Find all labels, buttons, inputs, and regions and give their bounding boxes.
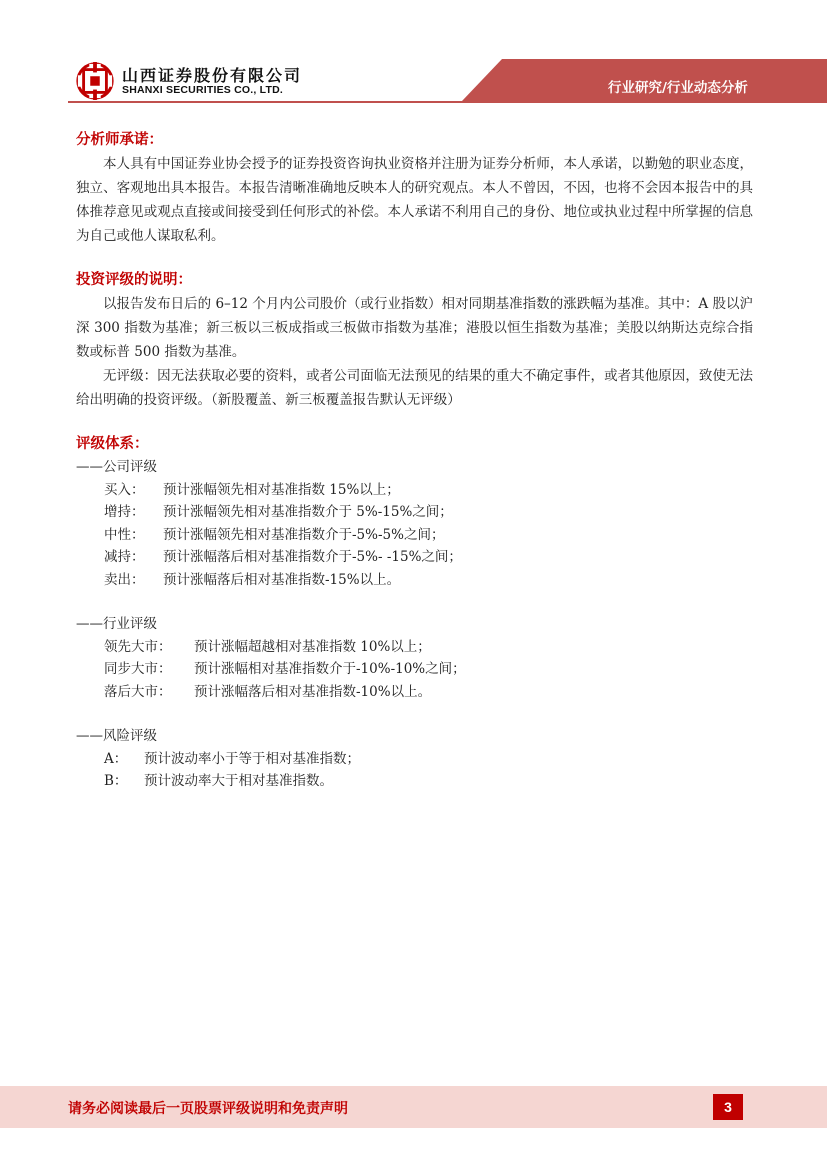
industry-rating-group xyxy=(76,613,753,703)
rating-label: 增持： xyxy=(104,504,145,520)
rating-desc: 预计涨幅落后相对基准指数介于-5%- -15%之间； xyxy=(163,549,462,565)
company-rating-heading: ——公司评级 xyxy=(76,459,157,475)
rating-label: 卖出： xyxy=(104,571,145,588)
analyst-commitment-section xyxy=(76,128,753,248)
header-divider xyxy=(68,101,827,103)
rating-label: A： xyxy=(104,750,128,767)
rating-row xyxy=(76,770,753,793)
section-title: 分析师承诺： xyxy=(76,132,163,148)
rating-desc: 预计涨幅领先相对基准指数介于 5%-15%之间； xyxy=(163,504,453,520)
analyst-commitment-text: 本人具有中国证券业协会授予的证券投资咨询执业资格并注册为证券分析师，本人承诺，以勤勉的职业态度，独立、客观地出具本报告。本报告清晰准确地反映本人的研究观点。本人不曾因，不因，也将不会因本报告中的具体推荐意见或观点直接或间接受到任何形式的补偿。本人承诺不利用自己的身份、地位或执业过程中所掌握的信息为自己或他人谋取私利。 xyxy=(76,156,753,244)
rating-row xyxy=(76,569,753,592)
rating-row xyxy=(76,501,753,524)
company-logo-icon xyxy=(76,62,114,100)
page-content xyxy=(76,128,753,815)
risk-rating-group xyxy=(76,725,753,793)
rating-row xyxy=(76,546,753,569)
rating-desc: 预计波动率大于相对基准指数。 xyxy=(144,773,333,789)
rating-label: 领先大市： xyxy=(104,638,172,655)
rating-desc: 预计涨幅落后相对基准指数-10%以上。 xyxy=(194,683,432,700)
rating-label: B： xyxy=(104,773,128,789)
rating-row xyxy=(76,658,753,681)
rating-row xyxy=(76,748,753,771)
company-name-en: SHANXI SECURITIES CO., LTD. xyxy=(122,84,283,96)
rating-explanation-para-1: 以报告发布日后的 6–12 个月内公司股价（或行业指数）相对同期基准指数的涨跌幅为基准。其中：A 股以沪深 300 指数为基准；新三板以三板成指或三板做市指数为基准；港股以恒生指数为基准；美股以纳斯达克综合指数或标普 500 指数为基准。 xyxy=(76,296,753,360)
industry-rating-heading: ——行业评级 xyxy=(76,616,157,632)
rating-system-section xyxy=(76,432,753,793)
rating-row xyxy=(76,681,753,704)
rating-row xyxy=(76,524,753,547)
company-name-cn: 山西证券股份有限公司 xyxy=(122,66,303,85)
rating-row xyxy=(76,636,753,659)
rating-row xyxy=(76,479,753,502)
disclaimer-notice: 请务必阅读最后一页股票评级说明和免责声明 xyxy=(68,1101,348,1117)
rating-desc: 预计涨幅领先相对基准指数介于-5%-5%之间； xyxy=(163,526,445,543)
rating-label: 同步大市： xyxy=(104,661,172,677)
rating-desc: 预计涨幅领先相对基准指数 15%以上； xyxy=(163,481,400,498)
company-rating-group xyxy=(76,456,753,591)
rating-desc: 预计涨幅相对基准指数介于-10%-10%之间； xyxy=(194,661,466,677)
risk-rating-heading: ——风险评级 xyxy=(76,728,157,744)
rating-label: 减持： xyxy=(104,549,145,565)
section-title: 评级体系： xyxy=(76,436,149,452)
rating-label: 买入： xyxy=(104,481,145,498)
page-header xyxy=(0,0,827,110)
rating-label: 落后大市： xyxy=(104,683,172,700)
rating-explanation-section xyxy=(76,268,753,412)
rating-desc: 预计涨幅超越相对基准指数 10%以上； xyxy=(194,638,431,655)
rating-explanation-para-2: 无评级：因无法获取必要的资料，或者公司面临无法预见的结果的重大不确定事件，或者其他原因，致使无法给出明确的投资评级。（新股覆盖、新三板覆盖报告默认无评级） xyxy=(76,368,753,408)
rating-label: 中性： xyxy=(104,526,145,543)
page-number: 3 xyxy=(713,1094,743,1120)
section-title: 投资评级的说明： xyxy=(76,272,192,288)
report-category: 行业研究/行业动态分析 xyxy=(608,80,748,96)
rating-desc: 预计波动率小于等于相对基准指数； xyxy=(144,750,360,767)
rating-desc: 预计涨幅落后相对基准指数-15%以上。 xyxy=(163,571,401,588)
